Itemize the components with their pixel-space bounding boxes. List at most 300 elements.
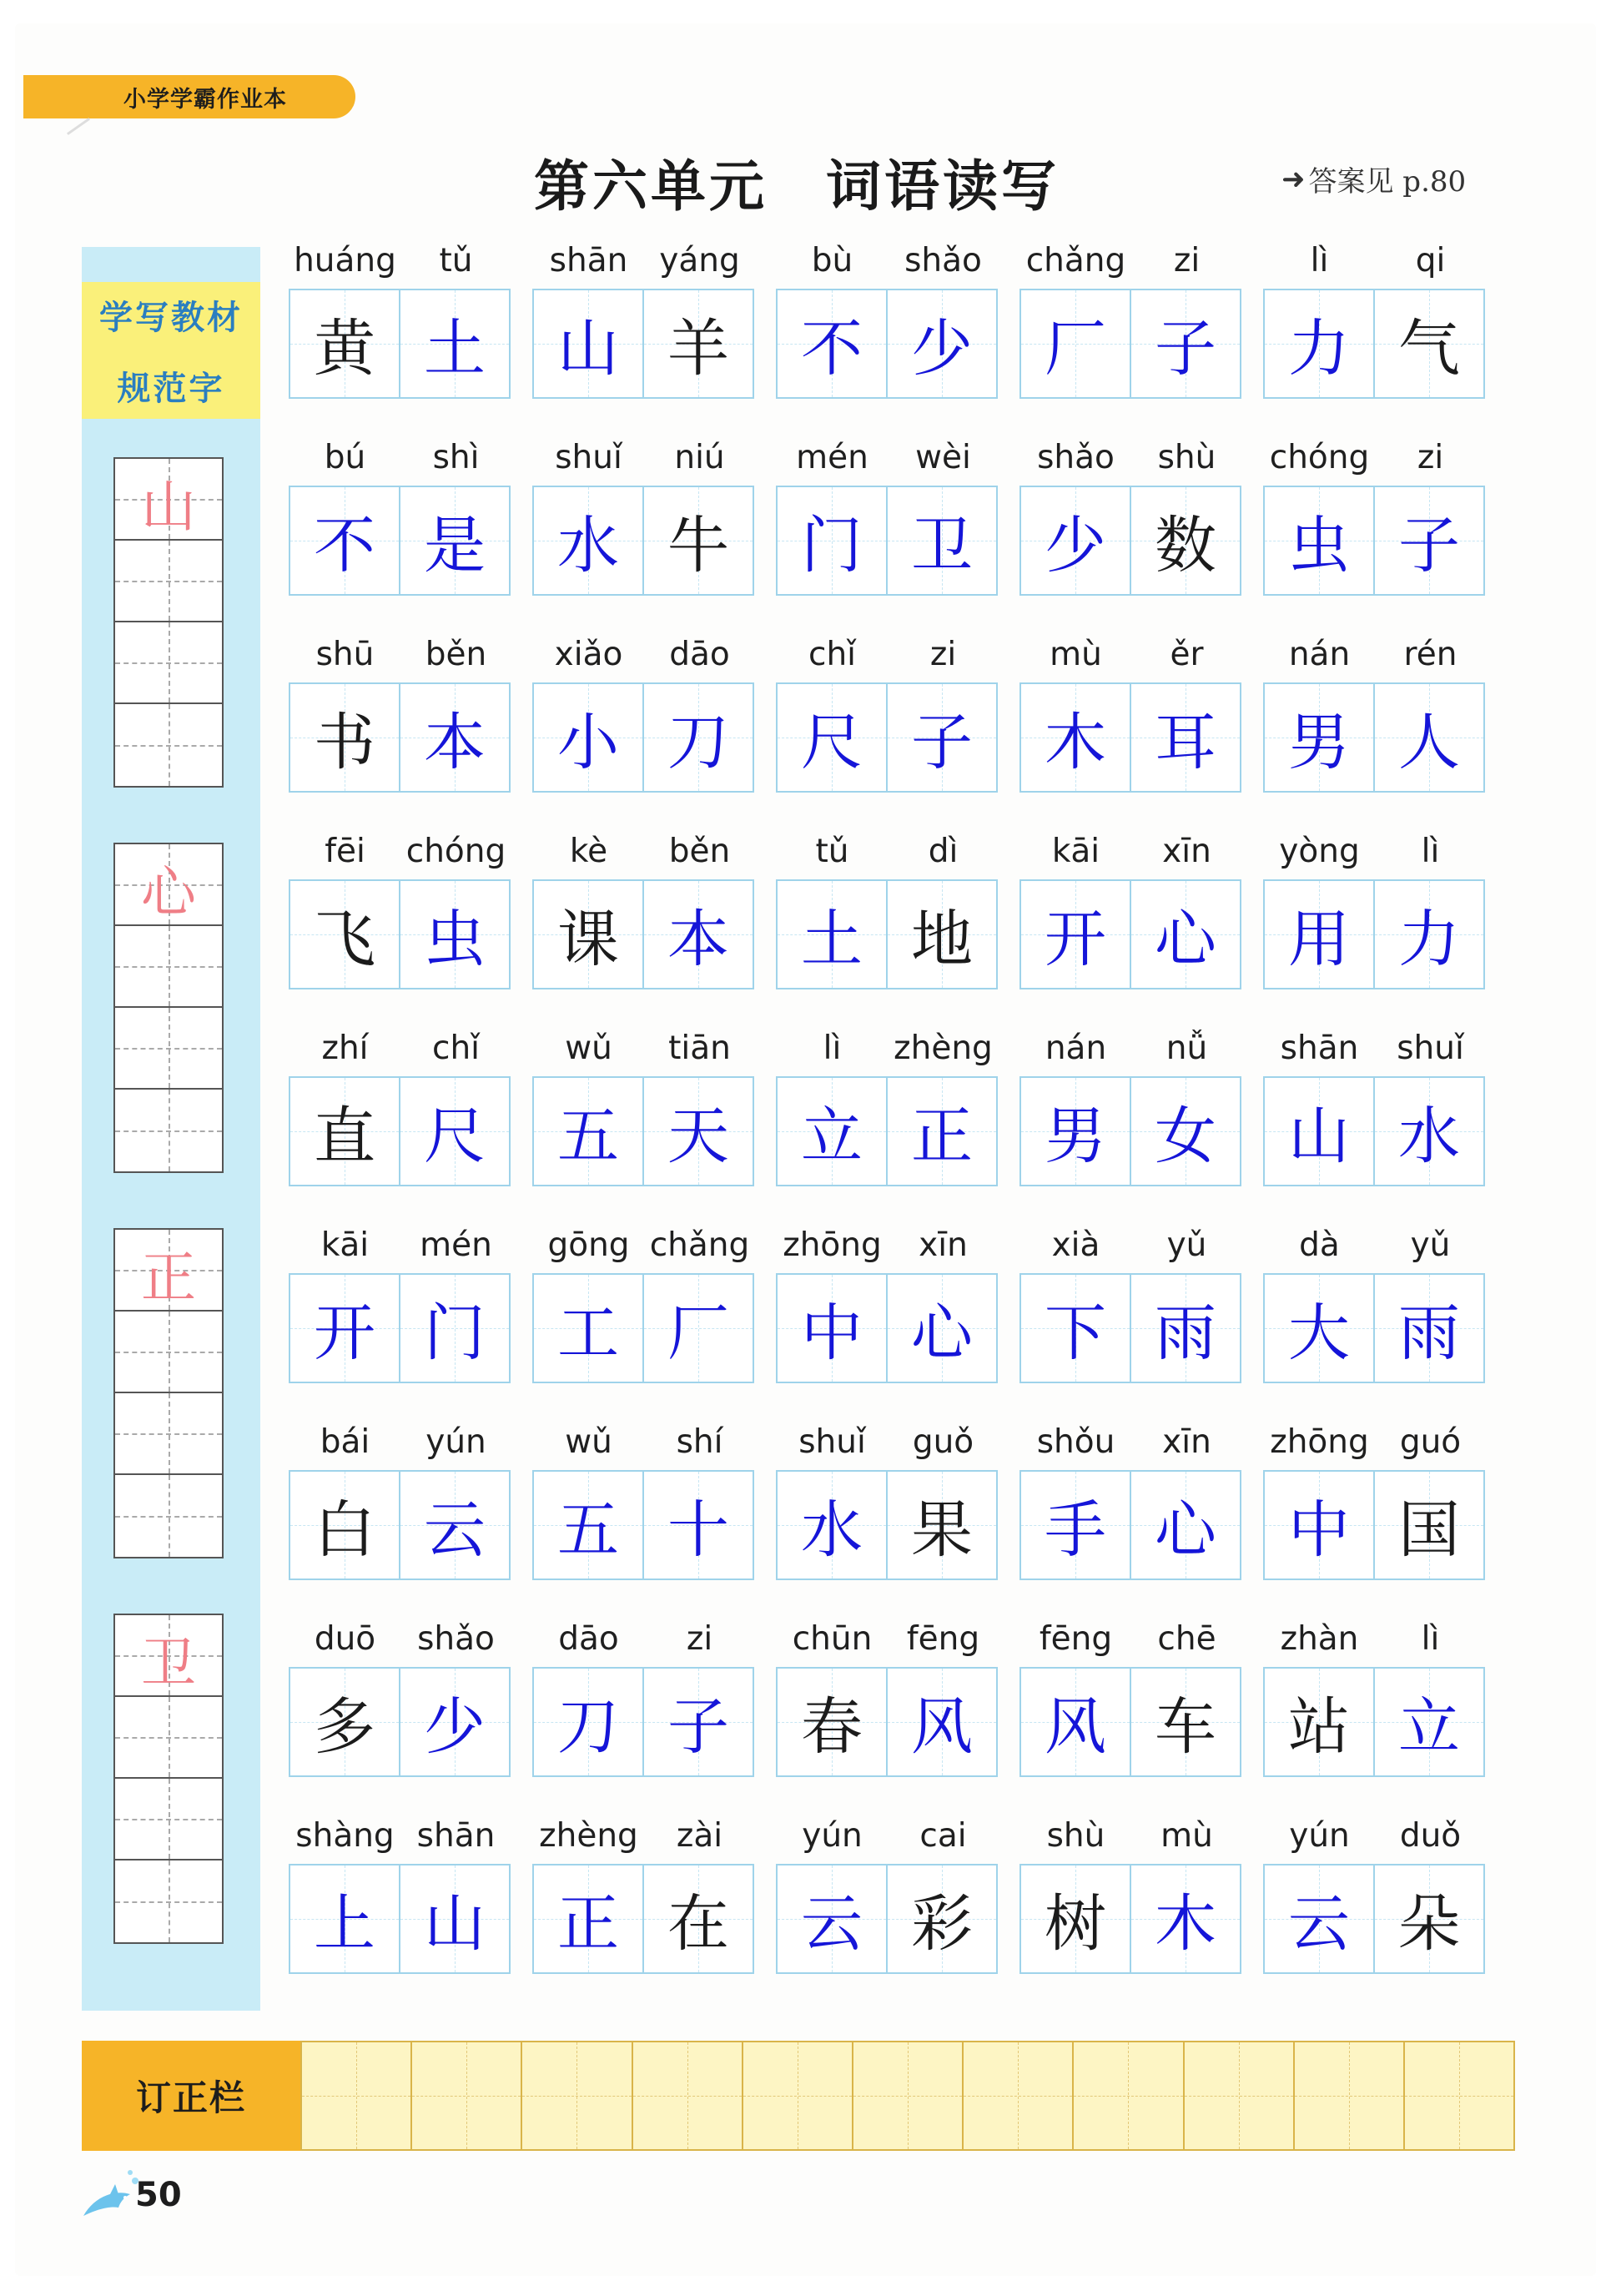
character-cell[interactable] [644,487,753,594]
character-cell[interactable] [644,1472,753,1578]
pinyin-label: bù [811,242,853,279]
character-box-pair[interactable] [532,1076,754,1186]
word-row [275,439,1518,639]
character-cell[interactable] [1265,1275,1375,1382]
correction-cell[interactable] [964,2042,1074,2149]
hanzi-character: 上 [314,1888,375,1960]
correction-cell[interactable] [1185,2042,1295,2149]
character-cell[interactable] [1375,684,1483,791]
correction-cell[interactable] [633,2042,743,2149]
word-item [519,1423,744,1624]
word-item [763,439,988,639]
character-box-pair[interactable] [532,1273,754,1383]
pinyin-label: qi [1415,242,1446,279]
character-cell[interactable] [534,290,644,397]
character-box-pair[interactable] [776,1273,998,1383]
pinyin-label: běn [668,833,731,870]
pinyin-label: fēng [1039,1620,1113,1658]
series-name: 小学学霸作业本 [123,86,287,113]
word-item [763,1423,988,1624]
hanzi-character: 下 [1045,1297,1106,1369]
word-item [1250,1030,1475,1230]
character-cell[interactable] [1021,684,1131,791]
character-cell[interactable] [400,1669,509,1775]
character-cell[interactable] [534,1669,644,1775]
character-box-pair[interactable] [776,682,998,793]
word-item [275,1620,501,1820]
pinyin-label: gōng [547,1226,630,1264]
pinyin-label: shǎo [417,1620,495,1658]
correction-cell[interactable] [743,2042,853,2149]
hanzi-character: 多 [314,1691,375,1763]
character-cell[interactable] [1131,1078,1240,1185]
hanzi-character: 男 [1045,1100,1106,1172]
character-cell[interactable] [290,1078,400,1185]
hanzi-character: 牛 [667,510,729,582]
character-cell[interactable] [778,881,888,988]
pinyin-label: cai [919,1817,967,1855]
hanzi-character: 数 [1155,510,1216,582]
character-box-pair[interactable] [1263,1273,1485,1383]
character-cell[interactable] [1265,1078,1375,1185]
character-cell[interactable] [1265,1866,1375,1972]
character-cell[interactable] [888,290,996,397]
hanzi-character: 力 [1288,313,1350,385]
word-item [519,1817,744,2017]
hanzi-character: 男 [1288,707,1350,778]
character-cell[interactable] [1265,1472,1375,1578]
hanzi-character: 春 [801,1691,863,1763]
pinyin-label: chóng [405,833,506,870]
character-cell[interactable] [888,487,996,594]
correction-cell[interactable] [1295,2042,1405,2149]
word-item [1250,1423,1475,1624]
character-cell[interactable] [644,1669,753,1775]
character-box-pair[interactable] [1263,1864,1485,1974]
pinyin-label: zi [1173,242,1201,279]
word-item [275,242,501,442]
character-cell[interactable] [888,1866,996,1972]
pinyin-label: yún [802,1817,863,1855]
word-item [519,636,744,836]
character-cell[interactable] [290,684,400,791]
hanzi-character: 飞 [314,904,375,975]
character-cell[interactable] [1375,1275,1483,1382]
character-cell[interactable] [1375,1472,1483,1578]
character-cell[interactable] [534,684,644,791]
word-item [519,1226,750,1427]
character-box-pair[interactable] [776,486,998,596]
hanzi-character: 本 [667,904,729,975]
character-box-pair[interactable] [1019,1864,1241,1974]
character-cell[interactable] [290,290,400,397]
series-tab [23,75,355,118]
word-item [1006,1620,1231,1820]
character-cell[interactable] [290,487,400,594]
hanzi-character: 是 [424,510,486,582]
word-item [1006,636,1231,836]
character-cell[interactable] [1021,881,1131,988]
character-cell[interactable] [400,1275,509,1382]
pinyin-label: shǒu [1036,1423,1115,1461]
character-cell[interactable] [290,1275,400,1382]
character-box-pair[interactable] [532,486,754,596]
word-item [275,833,506,1033]
pinyin-label: mén [420,1226,492,1264]
character-box-pair[interactable] [1019,1273,1241,1383]
character-cell[interactable] [1131,1472,1240,1578]
character-box-pair[interactable] [776,1470,998,1580]
character-cell[interactable] [888,1078,996,1185]
character-box-pair[interactable] [289,289,511,399]
character-cell[interactable] [888,1275,996,1382]
pinyin-label: chǎng [649,1226,750,1264]
character-box-pair[interactable] [1019,682,1241,793]
character-cell[interactable] [778,1078,888,1185]
practice-grid[interactable] [113,843,224,1173]
hanzi-character: 果 [911,1494,973,1566]
hanzi-character: 山 [557,313,619,385]
word-row [275,1620,1518,1820]
hanzi-character: 正 [557,1888,619,1960]
hanzi-character: 厂 [667,1297,729,1369]
word-item [763,833,988,1033]
character-cell[interactable] [1375,1669,1483,1775]
character-cell[interactable] [534,487,644,594]
pinyin-label: nǚ [1165,1030,1208,1067]
pinyin-label: tǔ [439,242,473,279]
character-cell[interactable] [534,1472,644,1578]
character-cell[interactable] [1265,881,1375,988]
character-cell[interactable] [1375,1866,1483,1972]
hanzi-character: 十 [667,1494,729,1566]
word-row [275,833,1518,1033]
character-cell[interactable] [1375,881,1483,988]
hanzi-character: 中 [801,1297,863,1369]
character-box-pair[interactable] [532,682,754,793]
pinyin-label: tǔ [815,833,849,870]
hanzi-character: 国 [1398,1494,1460,1566]
pinyin-label: shān [416,1817,496,1855]
character-cell[interactable] [1021,290,1131,397]
correction-cell[interactable] [1405,2042,1513,2149]
character-cell[interactable] [778,684,888,791]
character-cell[interactable] [400,1078,509,1185]
character-box-pair[interactable] [1263,1470,1485,1580]
pinyin-label: guǒ [912,1423,974,1461]
pinyin-label: xīn [1162,1423,1211,1461]
pinyin-label: lì [823,1030,842,1067]
sidebar-label [82,282,260,419]
character-cell[interactable] [1021,487,1131,594]
pinyin-label: zi [929,636,957,673]
sidebar-label-line2: 规范字 [117,370,225,408]
hanzi-character: 不 [801,313,863,385]
hanzi-character: 耳 [1155,707,1216,778]
character-box-pair[interactable] [289,1470,511,1580]
character-box-pair[interactable] [776,879,998,989]
pinyin-label: mén [796,439,868,476]
pinyin-label: wǔ [565,1030,612,1067]
hanzi-character: 虫 [424,904,486,975]
pinyin-label: duǒ [1399,1817,1462,1855]
pinyin-label: shuǐ [798,1423,866,1461]
word-row [275,242,1518,442]
pinyin-label: běn [425,636,487,673]
character-cell[interactable] [534,1866,644,1972]
pinyin-label: guó [1399,1423,1462,1461]
character-cell[interactable] [1265,1669,1375,1775]
pinyin-label: kāi [320,1226,370,1264]
character-box-pair[interactable] [776,1667,998,1777]
character-cell[interactable] [644,290,753,397]
practice-sample-char: 卫 [141,1631,196,1695]
character-cell[interactable] [1021,1078,1131,1185]
pinyin-label: fēng [906,1620,980,1658]
hanzi-character: 力 [1398,904,1460,975]
hanzi-character: 工 [557,1297,619,1369]
hanzi-character: 云 [424,1494,486,1566]
word-item [519,833,744,1033]
hanzi-character: 手 [1045,1494,1106,1566]
character-box-pair[interactable] [1019,879,1241,989]
character-cell[interactable] [888,684,996,791]
character-cell[interactable] [888,881,996,988]
character-cell[interactable] [888,1669,996,1775]
character-cell[interactable] [888,1472,996,1578]
hanzi-character: 立 [801,1100,863,1172]
character-box-pair[interactable] [532,289,754,399]
character-cell[interactable] [1131,487,1240,594]
word-item [275,1817,501,2017]
word-item [519,439,744,639]
correction-cell[interactable] [1074,2042,1184,2149]
character-box-pair[interactable] [289,682,511,793]
character-cell[interactable] [1021,1472,1131,1578]
pinyin-label: mù [1160,1817,1213,1855]
character-cell[interactable] [778,1472,888,1578]
hanzi-character: 中 [1288,1494,1350,1566]
hanzi-character: 水 [1398,1100,1460,1172]
pinyin-label: zhí [321,1030,369,1067]
hanzi-character: 课 [557,904,619,975]
pinyin-label: yǔ [1166,1226,1207,1264]
character-box-pair[interactable] [1263,1667,1485,1777]
character-cell[interactable] [290,1866,400,1972]
word-row [275,1226,1518,1427]
hanzi-character: 书 [314,707,375,778]
character-box-pair[interactable] [289,486,511,596]
word-item [519,1620,744,1820]
word-item [275,1423,501,1624]
character-box-pair[interactable] [532,1667,754,1777]
hanzi-character: 虫 [1288,510,1350,582]
character-box-pair[interactable] [776,1076,998,1186]
word-item [763,1030,993,1230]
pinyin-label: xiǎo [554,636,623,673]
character-cell[interactable] [778,290,888,397]
hanzi-character: 门 [801,510,863,582]
character-box-pair[interactable] [776,289,998,399]
hanzi-character: 直 [314,1100,375,1172]
character-cell[interactable] [1131,684,1240,791]
hanzi-character: 云 [801,1888,863,1960]
pinyin-label: dà [1299,1226,1340,1264]
character-box-pair[interactable] [1263,486,1485,596]
pinyin-label: zhèng [894,1030,993,1067]
pinyin-label: xīn [1162,833,1211,870]
character-box-pair[interactable] [1263,879,1485,989]
sidebar-label-line1: 学写教材 [99,299,243,337]
character-cell[interactable] [400,1472,509,1578]
character-cell[interactable] [1265,487,1375,594]
pinyin-label: yáng [659,242,740,279]
hanzi-character: 少 [911,313,973,385]
character-cell[interactable] [1131,1669,1240,1775]
correction-grid[interactable] [300,2041,1515,2151]
character-cell[interactable] [1131,1866,1240,1972]
character-cell[interactable] [1021,1866,1131,1972]
character-cell[interactable] [1375,290,1483,397]
character-cell[interactable] [1375,487,1483,594]
character-cell[interactable] [644,881,753,988]
pinyin-label: zhàn [1280,1620,1359,1658]
character-cell[interactable] [778,1866,888,1972]
hanzi-character: 车 [1155,1691,1216,1763]
character-box-pair[interactable] [289,879,511,989]
pinyin-label: dāo [558,1620,619,1658]
hanzi-character: 卫 [911,510,973,582]
character-cell[interactable] [534,881,644,988]
hanzi-character: 五 [557,1100,619,1172]
character-cell[interactable] [290,1669,400,1775]
pinyin-label: zi [1417,439,1444,476]
hanzi-character: 彩 [911,1888,973,1960]
hanzi-character: 开 [1045,904,1106,975]
character-box-pair[interactable] [1263,289,1485,399]
correction-cell[interactable] [302,2042,412,2149]
character-box-pair[interactable] [289,1864,511,1974]
pinyin-label: chē [1157,1620,1216,1658]
word-item [1006,1226,1231,1427]
character-cell[interactable] [644,684,753,791]
character-cell[interactable] [778,1669,888,1775]
pinyin-label: shǎo [904,242,982,279]
character-cell[interactable] [400,290,509,397]
character-box-pair[interactable] [532,1864,754,1974]
character-box-pair[interactable] [532,1470,754,1580]
pinyin-label: kè [569,833,608,870]
character-box-pair[interactable] [1019,289,1241,399]
character-cell[interactable] [1021,1669,1131,1775]
pinyin-label: shǎo [1037,439,1115,476]
character-cell[interactable] [644,1078,753,1185]
character-box-pair[interactable] [1019,486,1241,596]
word-item [1006,1030,1231,1230]
pinyin-label: yún [425,1423,486,1461]
correction-cell[interactable] [412,2042,522,2149]
practice-grid[interactable] [113,457,224,788]
character-cell[interactable] [400,487,509,594]
character-box-pair[interactable] [1019,1470,1241,1580]
character-cell[interactable] [1131,881,1240,988]
word-item [1250,242,1475,442]
pinyin-label: mù [1050,636,1102,673]
character-cell[interactable] [290,1472,400,1578]
character-cell[interactable] [778,1275,888,1382]
character-cell[interactable] [534,1275,644,1382]
hanzi-character: 本 [424,707,486,778]
character-box-pair[interactable] [1019,1076,1241,1186]
practice-grid[interactable] [113,1228,224,1558]
character-box-pair[interactable] [1263,682,1485,793]
hanzi-character: 心 [1155,904,1216,975]
correction-label-text: 订正栏 [135,2077,246,2118]
character-cell[interactable] [400,1866,509,1972]
character-box-pair[interactable] [289,1076,511,1186]
character-cell[interactable] [644,1275,753,1382]
hanzi-character: 山 [1288,1100,1350,1172]
pinyin-label: niú [674,439,725,476]
pinyin-label: chóng [1269,439,1370,476]
pinyin-label: shù [1046,1817,1105,1855]
character-cell[interactable] [778,487,888,594]
practice-sample-char: 正 [141,1246,196,1310]
character-cell[interactable] [1265,290,1375,397]
character-cell[interactable] [290,881,400,988]
pinyin-label: lì [1421,833,1440,870]
character-box-pair[interactable] [1019,1667,1241,1777]
character-cell[interactable] [1265,684,1375,791]
character-box-pair[interactable] [289,1273,511,1383]
character-box-pair[interactable] [776,1864,998,1974]
hanzi-character: 雨 [1155,1297,1216,1369]
hanzi-character: 刀 [667,707,729,778]
character-cell[interactable] [1131,290,1240,397]
answer-reference [1281,159,1466,199]
hanzi-character: 在 [667,1888,729,1960]
hanzi-character: 人 [1398,707,1460,778]
pinyin-label: tiān [668,1030,731,1067]
page-number: 50 [135,2176,182,2214]
character-cell[interactable] [1375,1078,1483,1185]
hanzi-character: 尺 [801,707,863,778]
pinyin-label: lì [1421,1620,1440,1658]
character-box-pair[interactable] [1263,1076,1485,1186]
pinyin-label: zhōng [783,1226,882,1264]
hanzi-character: 心 [911,1297,973,1369]
pinyin-label: chǐ [808,636,856,673]
pinyin-label: dāo [669,636,730,673]
hanzi-character: 风 [1045,1691,1106,1763]
pinyin-label: yòng [1279,833,1360,870]
word-item [1006,833,1231,1033]
character-cell[interactable] [644,1866,753,1972]
hanzi-character: 云 [1288,1888,1350,1960]
correction-cell[interactable] [522,2042,632,2149]
character-cell[interactable] [400,684,509,791]
practice-grid[interactable] [113,1614,224,1944]
character-cell[interactable] [1021,1275,1131,1382]
character-box-pair[interactable] [532,879,754,989]
pinyin-label: xīn [919,1226,968,1264]
character-box-pair[interactable] [289,1667,511,1777]
character-cell[interactable] [400,881,509,988]
correction-cell[interactable] [853,2042,964,2149]
character-cell[interactable] [534,1078,644,1185]
character-cell[interactable] [1131,1275,1240,1382]
pinyin-label: zài [676,1817,723,1855]
